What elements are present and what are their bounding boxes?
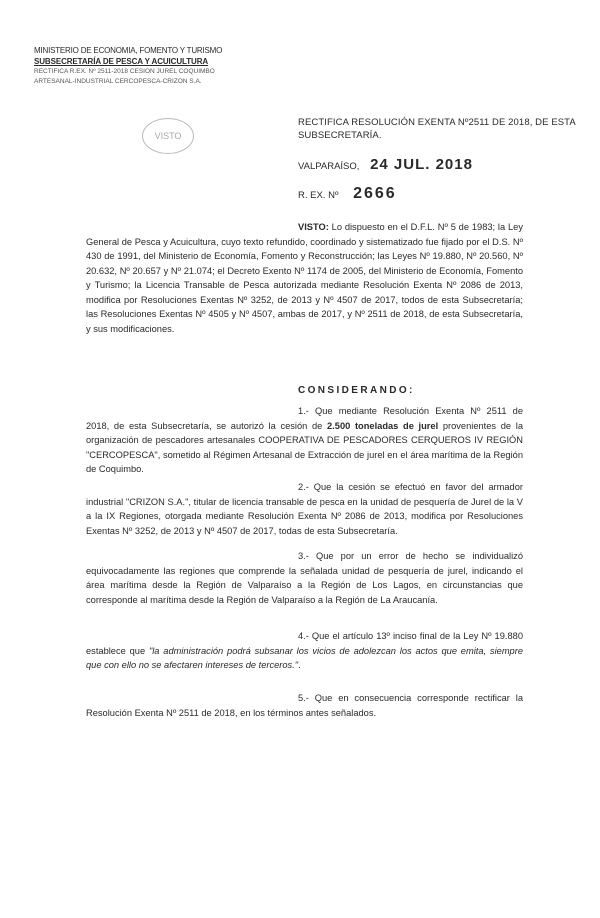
resolution-title: RECTIFICA RESOLUCIÓN EXENTA Nº2511 DE 2018, DE ESTA SUBSECRETARÍA. bbox=[298, 117, 576, 141]
ministry-name: MINISTERIO DE ECONOMIA, FOMENTO Y TURISMO bbox=[34, 46, 223, 55]
considerando-1 bbox=[86, 404, 523, 477]
rex-label: R. EX. Nº bbox=[298, 190, 339, 201]
c4-quote: "la administración podrá subsanar los vicios de adolezcan los actos que emita, siempre que con ello no se afectaren intereses de terceros." bbox=[86, 645, 523, 670]
subsecretaria-name: SUBSECRETARÍA DE PESCA Y ACUICULTURA bbox=[34, 56, 209, 66]
c1-post: provenientes de la organización de pescadores artesanales COOPERATIVA DE PESCADORES CERQUEROS IV REGIÓN "CERCOPESCA", sometido al Régimen Artesanal de Extracción de jurel en el área marítima de la Región de Coquimbo. bbox=[86, 420, 523, 474]
considerando-5: 5.- Que en consecuencia corresponde rectificar la Resolución Exenta Nº 2511 de 2018, en los términos antes señalados. bbox=[86, 693, 523, 718]
c4-post: . bbox=[298, 660, 301, 670]
date-value: 24 JUL. 2018 bbox=[370, 156, 473, 173]
c1-bold: 2.500 toneladas de jurel bbox=[327, 420, 439, 431]
considerando-2: 2.- Que la cesión se efectuó en favor del armador industrial "CRIZON S.A.", titular de licencia transable de pesca en la unidad de pesquería de Jurel de la V a la IX Regiones, otorgada mediante Resolución Exenta Nº 2086 de 2013, modifica por Resoluciones Exentas Nº 3252, de 2013 y Nº 4507 de 2017, todas de esta Subsecretaría. bbox=[86, 482, 523, 536]
date-line bbox=[298, 156, 473, 173]
visto-text: Lo dispuesto en el D.F.L. Nº 5 de 1983; la Ley General de Pesca y Acuicultura, cuyo texto refundido, coordinado y sistematizado fue fijado por el D.S. Nº 430 de 1991, del Ministerio de Economía, Fomento y Reconstrucción; las Leyes Nº 19.880, Nº 20.560, Nº 20.632, Nº 20.657 y Nº 21.074; el Decreto Exento Nº 1174 de 2005, del Ministerio de Economía, Fomento y Turismo; la Licencia Transable de Pesca autorizada mediante Resolución Exenta Nº 2086 de 2013, modifica por Resoluciones Exentas Nº 3252, de 2013 y Nº 4507 de 2017, todos de esta Subsecretaría; las Resoluciones Exentas Nº 4505 y Nº 4507, ambas de 2017, y Nº 2511 de 2018, de esta Subsecretaría, y sus modificaciones. bbox=[86, 222, 523, 334]
reference-line-2: ARTESANAL-INDUSTRIAL CERCOPESCA-CRIZON S.A. bbox=[34, 78, 202, 85]
c1-pre: 1.- Que mediante Resolución Exenta Nº 2511 de 2018, de esta Subsecretaría, se autorizó la cesión de bbox=[86, 406, 523, 431]
date-label: VALPARAÍSO, bbox=[298, 161, 360, 172]
considerando-heading: CONSIDERANDO: bbox=[298, 385, 415, 396]
letterhead bbox=[34, 46, 264, 87]
considerando-4 bbox=[86, 629, 523, 673]
stamp-text: VISTO bbox=[154, 131, 182, 141]
considerando-3: 3.- Que por un error de hecho se individualizó equivocadamente las regiones que comprende la señalada unidad de pesquería de jurel, indicando el área marítima desde la Región de Valparaíso a la Región de Los Lagos, en circunstancias que corresponde al marítima desde la Región de Valparaíso a la Región de La Araucanía. bbox=[86, 551, 523, 605]
visto-paragraph bbox=[86, 220, 523, 336]
reference-line-1: RECTIFICA R.EX. Nº 2511-2018 CESION JUREL COQUIMBO bbox=[34, 68, 215, 75]
resolution-number-line bbox=[298, 185, 397, 203]
c4-pre: 4.- Que el artículo 13º inciso final de la Ley Nº 19.880 establece que bbox=[86, 631, 523, 656]
visto-stamp bbox=[142, 118, 194, 154]
rex-value: 2666 bbox=[353, 185, 397, 202]
visto-label: VISTO: bbox=[298, 222, 329, 232]
